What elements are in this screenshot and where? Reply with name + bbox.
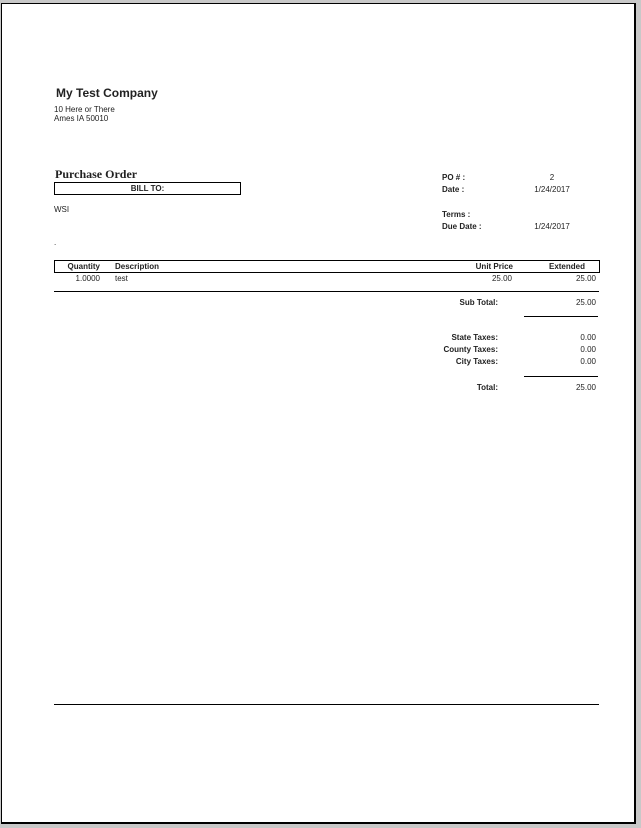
table-row	[54, 274, 598, 286]
state-taxes-value: 0.00	[580, 333, 596, 342]
row-description: test	[115, 274, 128, 283]
document-page	[1, 3, 636, 824]
company-address-line2: Ames IA 50010	[54, 114, 109, 123]
bill-to-name: WSI	[54, 205, 70, 214]
date-label: Date :	[442, 185, 465, 194]
row-quantity: 1.0000	[75, 274, 100, 283]
table-bottom-rule	[54, 291, 599, 292]
company-address-line1: 10 Here or There	[54, 105, 115, 114]
total-rule	[524, 376, 598, 377]
subtotal-label: Sub Total:	[459, 298, 498, 307]
row-unit-price: 25.00	[491, 274, 512, 283]
document-title: Purchase Order	[55, 167, 138, 181]
po-number-label: PO # :	[442, 173, 466, 182]
header-quantity: Quantity	[67, 262, 100, 271]
total-label: Total:	[476, 383, 498, 392]
footer-rule	[54, 704, 599, 705]
bill-to-extra: .	[54, 238, 57, 247]
city-taxes-value: 0.00	[580, 357, 596, 366]
row-extended: 25.00	[575, 274, 596, 283]
table-header	[54, 260, 600, 273]
county-taxes-label: County Taxes:	[443, 345, 498, 354]
county-taxes-value: 0.00	[580, 345, 596, 354]
state-taxes-label: State Taxes:	[451, 333, 498, 342]
po-number-value: 2	[549, 173, 555, 182]
company-name: My Test Company	[56, 86, 158, 100]
city-taxes-label: City Taxes:	[455, 357, 498, 366]
header-description: Description	[115, 262, 160, 271]
bill-to-header: BILL TO:	[54, 182, 241, 195]
terms-label: Terms :	[442, 210, 471, 219]
date-value: 1/24/2017	[534, 185, 570, 194]
subtotal-value: 25.00	[575, 298, 596, 307]
total-value: 25.00	[575, 383, 596, 392]
header-extended: Extended	[548, 262, 585, 271]
header-unit-price: Unit Price	[475, 262, 513, 271]
due-date-value: 1/24/2017	[534, 222, 570, 231]
subtotal-rule	[524, 316, 598, 317]
due-date-label: Due Date :	[442, 222, 482, 231]
